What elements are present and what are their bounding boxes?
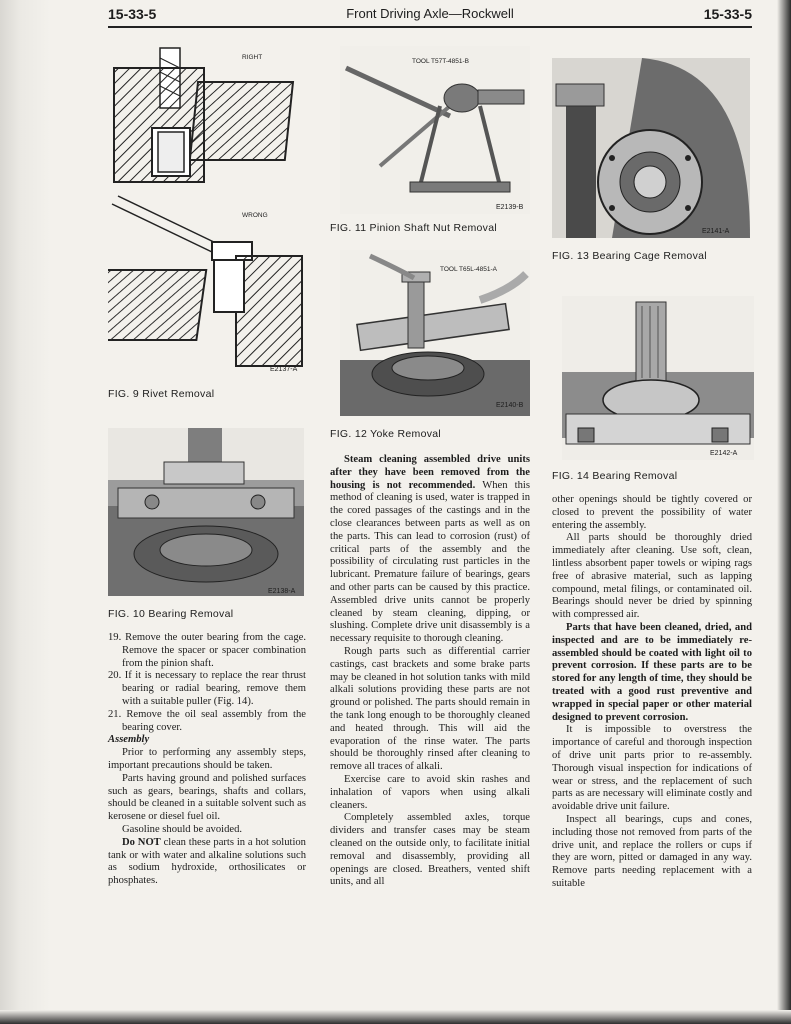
page-title: Front Driving Axle—Rockwell xyxy=(346,6,514,21)
figure-11 xyxy=(340,46,530,214)
figure-id: E2140-B xyxy=(496,402,524,409)
page-number-left: 15-33-5 xyxy=(108,6,157,22)
figure-10 xyxy=(108,428,304,596)
step-21: 21. Remove the oil seal assembly from the bearing cover. xyxy=(108,708,306,733)
page-number-right: 15-33-5 xyxy=(703,6,752,22)
paragraph: It is impossible to overstress the importance of careful and thorough inspection of drive unit parts prior to re-assembly. Thorough visual inspection for indications of wear or stress, and the replacement of such parts as are necessary will eliminate costly and avoidable drive unit failure. xyxy=(552,724,752,813)
figure-id: E2141-A xyxy=(702,228,730,235)
paragraph: Completely assembled axles, torque dividers and transfer cases may be steam cleaned on the outside only, to facilitate initial removal and disassembly, providing all openings are closed. Breathers, vented shift units, and all xyxy=(330,812,530,888)
paragraph xyxy=(552,622,752,724)
figure-13 xyxy=(552,58,750,238)
figure-14-caption: FIG. 14 Bearing Removal xyxy=(552,470,678,482)
figure-9-caption: FIG. 9 Rivet Removal xyxy=(108,388,215,400)
paragraph: other openings should be tightly covered or closed to prevent the possibility of water entering the assembly. xyxy=(552,494,752,531)
paragraph: All parts should be thoroughly dried immediately after cleaning. Use soft, clean, lintless absorbent paper towels or wiping rags free of abrasive material, such as lapping compound, metal filings, or contaminated oil. Bearings should never be dried by spinning with compressed air. xyxy=(552,532,752,621)
paragraph: Rough parts such as differential carrier castings, cast brackets and some brake parts may be cleaned in hot solution tanks with mild alkali solutions providing these parts are not ground or polished. The parts should remain in the tank long enough to be thoroughly cleaned and heated through. This will aid the evaporation of the rinse water. The parts should be thoroughly rinsed after cleaning to remove all traces of alkali. xyxy=(330,645,530,773)
step-19: 19. Remove the outer bearing from the cage. Remove the spacer or spacer combination from the pinion shaft. xyxy=(108,632,306,669)
figure-12-caption: FIG. 12 Yoke Removal xyxy=(330,428,442,440)
label-right: RIGHT xyxy=(242,54,263,61)
figure-12 xyxy=(340,250,530,416)
figure-id: E2142-A xyxy=(710,450,738,457)
emphasis: Parts that have been cleaned, dried, and inspected and are to be immediately re-assembled should be coated with light oil to prevent corrosion. If these parts are to be stored for any length of time, they should be treated with a good rust preventive and wrapped in special paper or other material designed to prevent corrosion. xyxy=(552,621,752,723)
figure-9 xyxy=(108,44,308,374)
header-rule xyxy=(108,26,752,28)
text-column-3 xyxy=(552,494,752,891)
text-column-2 xyxy=(330,454,530,889)
figure-id: E2138-A xyxy=(268,588,296,595)
bearing-cage-removal-photo xyxy=(552,58,750,238)
emphasis: Do NOT xyxy=(122,836,161,848)
page-header xyxy=(108,6,752,26)
tool-label: TOOL T57T-4851-B xyxy=(412,58,469,65)
figure-13-caption: FIG. 13 Bearing Cage Removal xyxy=(552,250,707,262)
figure-10-caption: FIG. 10 Bearing Removal xyxy=(108,608,234,620)
paragraph xyxy=(330,454,530,646)
section-heading: Assembly xyxy=(108,734,150,746)
paragraph: Inspect all bearings, cups and cones, including those not removed from parts of the drive unit, and replace the rollers or cups if they are worn, pitted or damaged in any way. Remove parts needing replacement with a suitable xyxy=(552,813,752,889)
figure-id: E2137-A xyxy=(270,366,298,373)
rivet-removal-illustration xyxy=(108,44,308,374)
step-20: 20. If it is necessary to replace the rear thrust bearing or radial bearing, remove them with a suitable puller (Fig. 14). xyxy=(108,670,306,707)
page-bottom-shadow xyxy=(0,1010,791,1024)
figure-11-caption: FIG. 11 Pinion Shaft Nut Removal xyxy=(330,222,497,234)
paragraph xyxy=(108,837,306,888)
emphasis: Steam cleaning assembled drive units after they have been removed from the housing is not recommended. xyxy=(330,454,530,491)
paragraph: Parts having ground and polished surfaces such as gears, bearings, shafts and collars, should be cleaned in a suitable solvent such as kerosene or diesel fuel oil. xyxy=(108,772,306,823)
figure-id: E2139-B xyxy=(496,204,524,211)
figure-14 xyxy=(562,296,754,460)
tool-label: TOOL T65L-4851-A xyxy=(440,266,497,273)
paragraph-text: When this method of cleaning is used, water is trapped in the cored passages of the castings and in the close clearances between parts as well as on the parts. This can lead to corrosion (rust) of critical parts of the assembly and the possibility of circulating rust particles in the lubricant. Premature failure of bearings, gears and other parts can be caused by this practice. Assembled drive units cannot be properly cleaned by steam cleaning, dipping, or slushing. Complete drive unit disassembly is a necessary requisite to thorough cleaning. xyxy=(330,479,530,645)
label-wrong: WRONG xyxy=(242,212,268,219)
paragraph-text: clean these parts in a hot solution tank or with water and alkaline solutions such as sodium hydroxide, orthosilicates or phosphates. xyxy=(108,836,306,887)
pinion-shaft-nut-removal-photo xyxy=(340,46,530,214)
paragraph: Prior to performing any assembly steps, important precautions should be taken. xyxy=(108,747,306,771)
bearing-removal-puller-photo xyxy=(562,296,754,460)
bearing-removal-photo xyxy=(108,428,304,596)
yoke-removal-photo xyxy=(340,250,530,416)
book-spine-shadow xyxy=(0,0,50,1024)
paragraph: Gasoline should be avoided. xyxy=(122,823,243,835)
page-edge-shadow xyxy=(777,0,791,1024)
text-column-1 xyxy=(108,632,306,888)
paragraph: Exercise care to avoid skin rashes and inhalation of vapors when using alkali cleaners. xyxy=(330,773,530,811)
